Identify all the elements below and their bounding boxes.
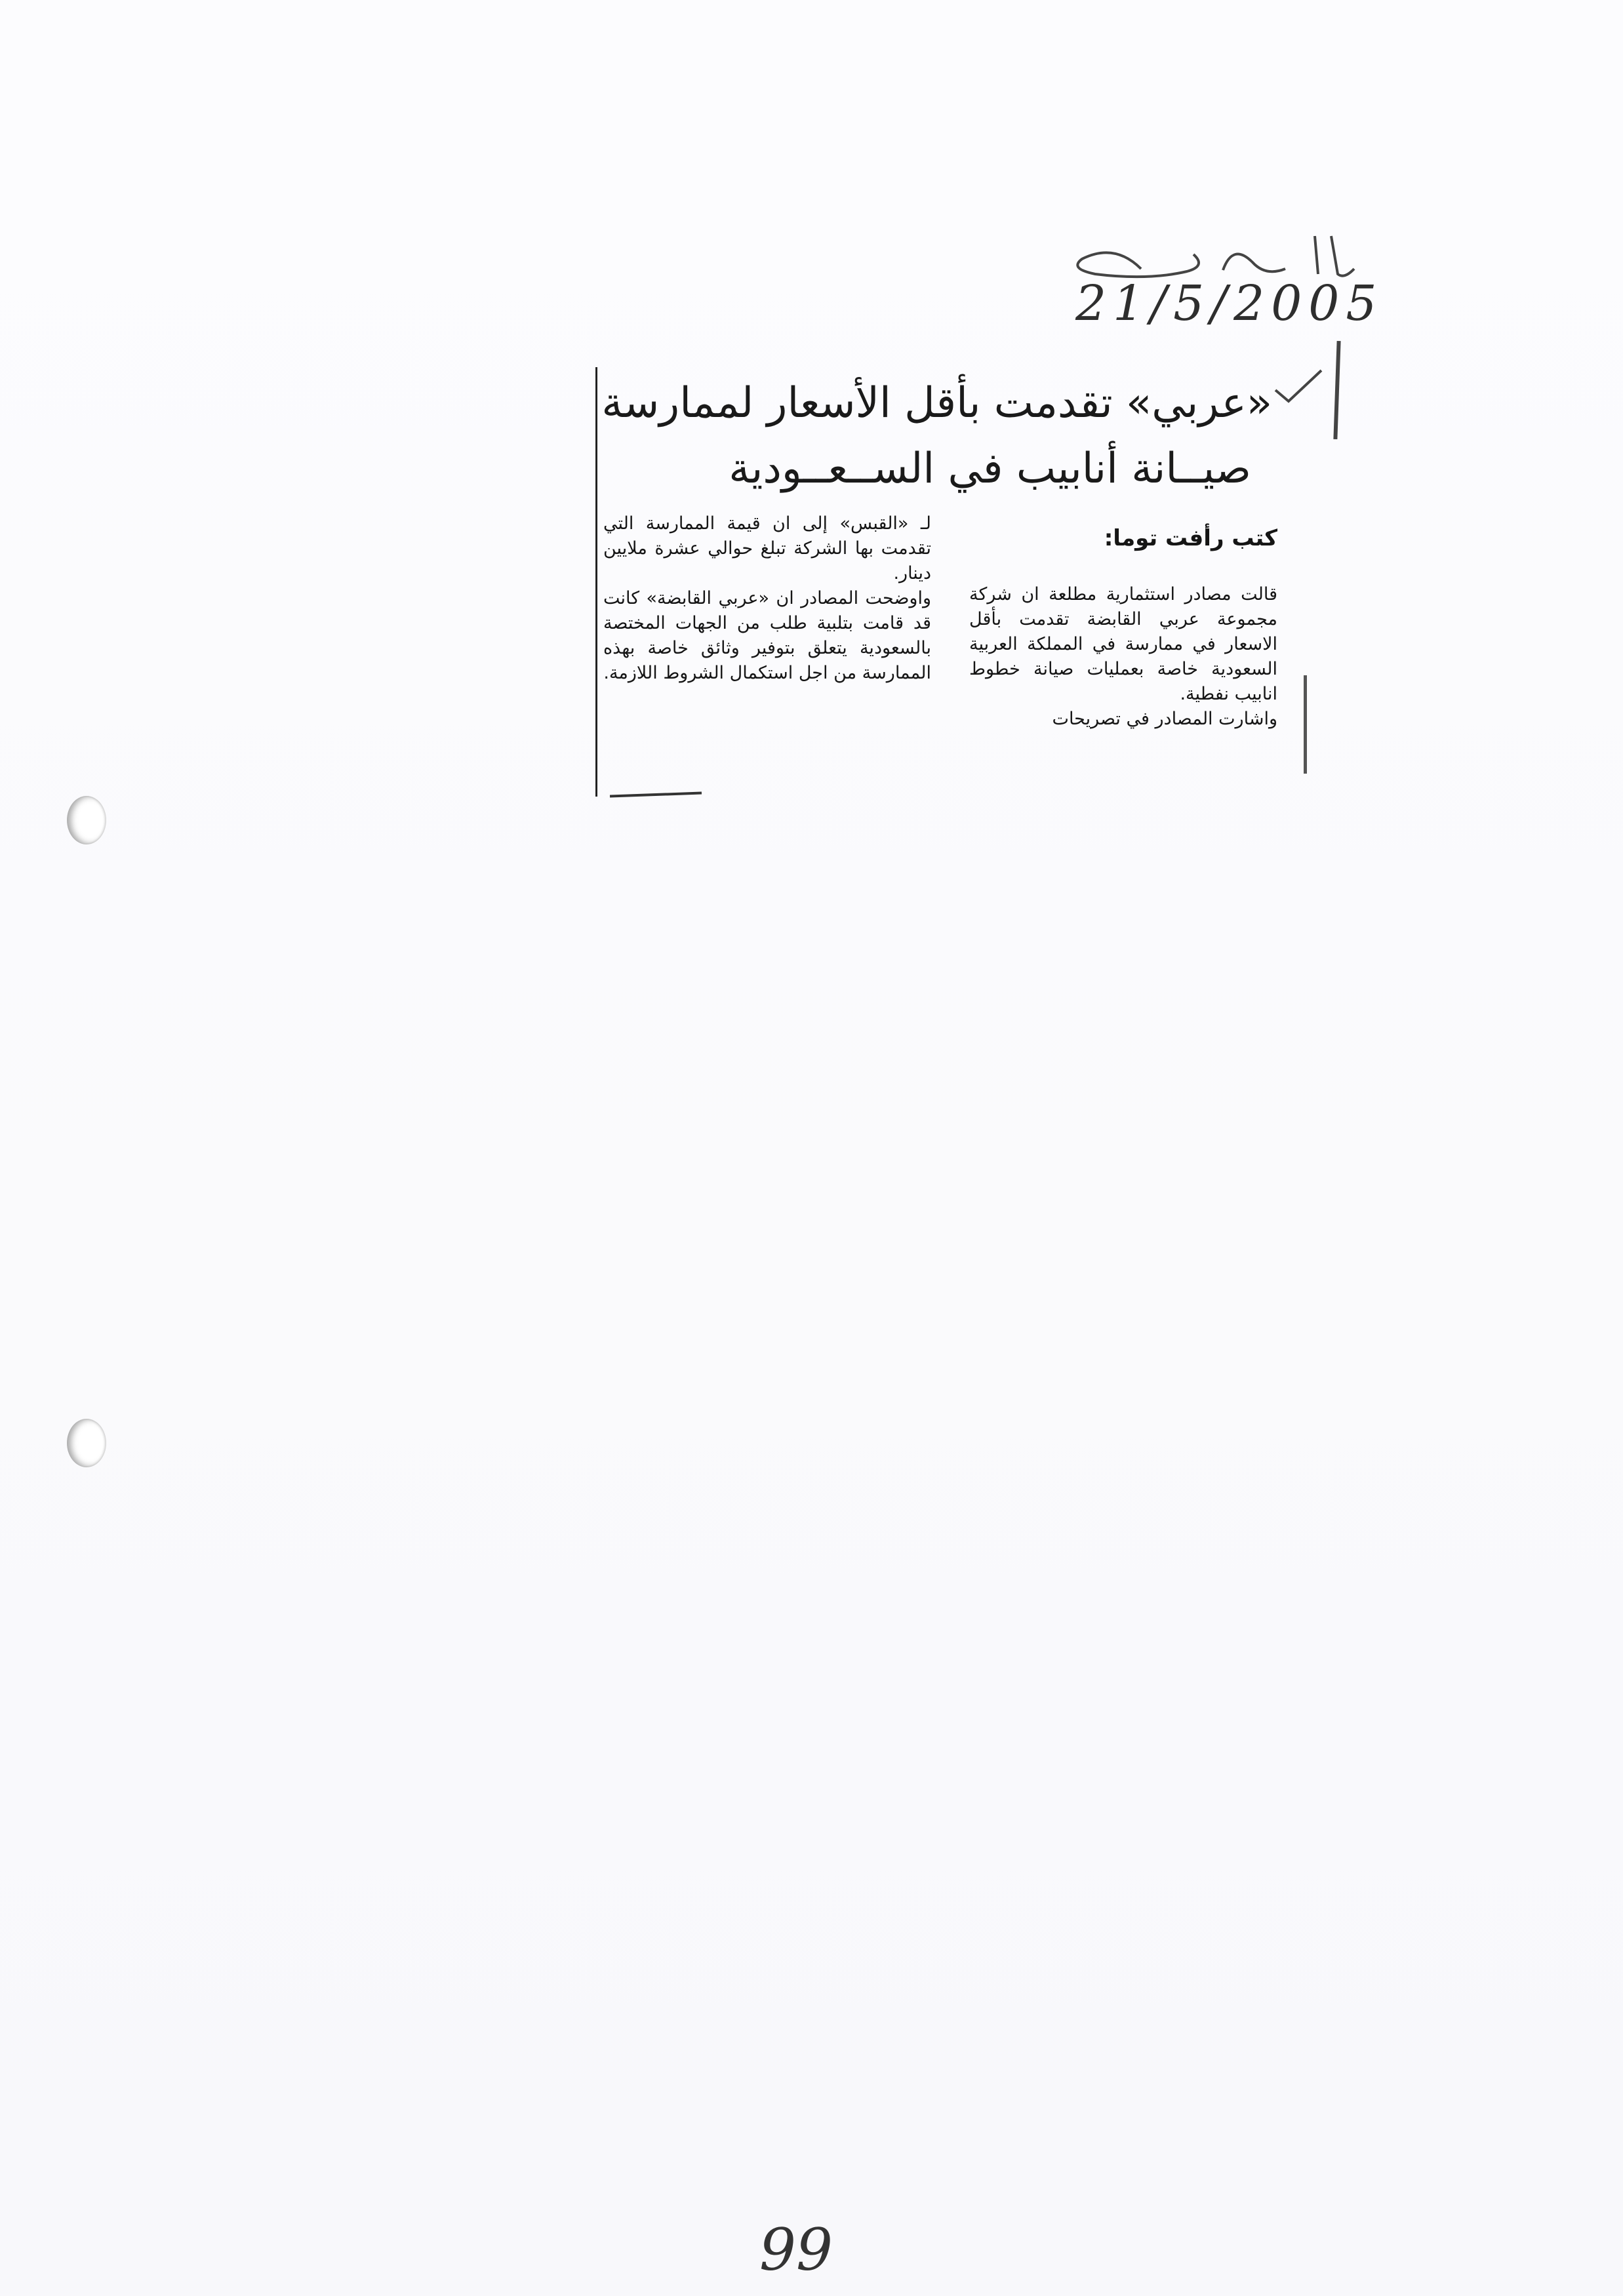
handwritten-date: 21/5/2005	[1075, 275, 1384, 332]
paragraph: قالت مصادر استثمارية مطلعة ان شركة مجموعة عربي القابضة تقدمت بأقل الاسعار في ممارسة في المملكة العربية السعودية خاصة بعمليات صيانة خطوط انابيب نفطية.	[969, 584, 1277, 704]
article-column-left	[603, 511, 931, 686]
newspaper-clipping	[595, 354, 1277, 800]
headline: صيــانة أنابيب في الســعــودية	[729, 445, 1251, 493]
byline: كتب رأفت توما:	[1104, 525, 1277, 551]
check-mark-icon	[1272, 367, 1325, 406]
article-column-right	[969, 526, 1277, 732]
clipping-border	[595, 367, 597, 797]
handwritten-source-note	[1056, 223, 1384, 282]
paragraph: واوضحت المصادر ان «عربي القابضة» كانت قد قامت بتلبية طلب من الجهات المختصة بالسعودية يتعلق بتوفير وثائق خاصة بهذه الممارسة من اجل استكمال الشروط اللازمة.	[603, 588, 931, 683]
headline: «عربي» تقدمت بأقل الأسعار لممارسة	[601, 379, 1272, 427]
handwritten-page-number: 99	[759, 2216, 833, 2284]
margin-stroke	[1304, 675, 1307, 774]
paragraph: واشارت المصادر في تصريحات	[1052, 709, 1277, 729]
paragraph: لـ «القبس» إلى ان قيمة الممارسة التي تقدمت بها الشركة تبلغ حوالي عشرة ملايين دينار.	[603, 513, 931, 584]
punch-hole	[67, 1419, 106, 1467]
punch-hole	[67, 796, 106, 844]
margin-stroke	[1333, 341, 1340, 439]
